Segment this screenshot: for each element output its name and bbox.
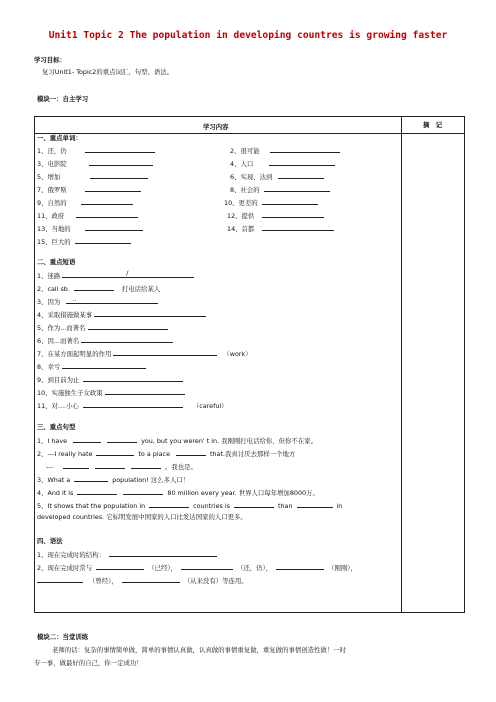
phrase-item: 7、在某方面起明显的作用 [37, 350, 112, 358]
phrase-hint: （careful） [192, 402, 228, 410]
answer-blank [96, 562, 144, 570]
section4-heading: 四、语法 [37, 537, 63, 545]
answer-blank [109, 549, 217, 557]
grammar-text: 2、现在完成时常与 [37, 564, 93, 572]
grammar-text: （从来没有）等连用。 [183, 577, 248, 585]
phrase-item: 6、因...而著名 [37, 337, 80, 345]
answer-blank [113, 348, 217, 356]
phrase-item: 1、迷路 [37, 272, 61, 280]
sentence-text: 4、And it is [37, 489, 74, 497]
document-title: Unit1 Topic 2 The population in developing countres is growing faster [48, 30, 448, 41]
answer-blank [234, 500, 274, 508]
module1-heading: 模块一：自主学习 [37, 95, 89, 103]
answer-blank [74, 283, 114, 291]
answer-blank [149, 500, 189, 508]
word-item: 10、更差的 [224, 199, 258, 207]
section1-heading: 一、重点单词： [37, 134, 82, 142]
word-item: 4、人口 [230, 160, 254, 168]
answer-blank [63, 461, 89, 469]
answer-blank [131, 461, 161, 469]
answer-blank [89, 158, 153, 166]
answer-blank [66, 296, 158, 304]
answer-blank [85, 223, 143, 231]
answer-blank [105, 387, 185, 395]
word-item: 11、政府 [37, 212, 65, 220]
phrase-item: 3、因为 [37, 298, 61, 306]
goal-text: 复习Unit1- Topic2的重点词汇、句型、语法。 [42, 68, 174, 76]
answer-blank [77, 487, 117, 495]
answer-blank [123, 487, 163, 495]
answer-blank [75, 236, 131, 244]
answer-blank [297, 500, 333, 508]
grammar-text: （还，仍）， [236, 564, 273, 572]
answer-blank [81, 197, 133, 205]
sentence-text: that.我真讨厌去那样一个地方 [210, 450, 296, 458]
table-divider [401, 116, 402, 613]
grammar-text: （曾经）， [89, 577, 118, 585]
answer-blank [276, 562, 324, 570]
answer-blank [96, 448, 134, 456]
phrase-item: 4、采取措施做某事 [37, 311, 93, 319]
sentence-text: countries is [193, 502, 230, 510]
sentence-text: to a place [138, 450, 170, 458]
answer-blank [83, 400, 183, 408]
goal-heading: 学习目标： [34, 56, 66, 64]
answer-blank [107, 435, 137, 443]
phrase-item: 9、到目前为止 [37, 376, 80, 384]
sentence-text: 80 million every year. 世界人口每年增加8000万。 [167, 489, 319, 497]
table-header-rule [35, 133, 464, 134]
answer-blank [37, 575, 83, 583]
sentence-text: developed countries. 它标明发展中国家的人口比发达国家的人口更多。 [37, 513, 247, 521]
sentence-text: --- [46, 463, 53, 471]
answer-blank [94, 309, 206, 317]
answer-blank [176, 448, 206, 456]
phrase-item: 10、实施独生子女政策 [37, 389, 103, 397]
sentence-text: 。我也是。 [164, 463, 197, 471]
phrase-item: 8、幸亏 [37, 363, 61, 371]
answer-blank [73, 435, 101, 443]
word-item: 13、当地的 [37, 225, 71, 233]
answer-blank [76, 210, 138, 218]
answer-blank [62, 270, 194, 278]
phrase-item: 11、对....小心 [37, 402, 79, 410]
answer-blank [85, 184, 141, 192]
sentence-text: 3、What a [37, 476, 71, 484]
answer-blank [83, 374, 183, 382]
answer-blank [278, 171, 324, 179]
answer-blank [264, 184, 330, 192]
answer-blank [81, 335, 173, 343]
phrase-item: 2、call sb. [37, 285, 70, 293]
sentence-text: 2、---I really hate [37, 450, 93, 458]
sentence-text: in [336, 502, 343, 510]
word-item: 2、很可能 [230, 147, 260, 155]
answer-blank [88, 322, 168, 330]
word-item: 15、巨大的 [37, 238, 71, 246]
module2-text-cont: 专一事，做最好的自己，你一定成功！ [34, 659, 143, 667]
answer-blank [181, 562, 233, 570]
sentence-text: population! 这么多人口！ [112, 476, 190, 484]
word-item: 8、社会的 [230, 186, 260, 194]
grammar-text: （刚刚）， [328, 564, 357, 572]
sentence-text: than [278, 502, 293, 510]
word-item: 12、提供 [227, 212, 255, 220]
module2-heading: 模块二：当堂训练 [37, 633, 89, 641]
slash-mark: / [126, 269, 129, 277]
answer-blank [269, 158, 335, 166]
sentence-text: you, but you weren' t in. 我刚刚打电话给你，但你不在家。 [141, 437, 317, 445]
grammar-text: 1、现在完成时的结构： [37, 551, 105, 559]
answer-blank [262, 197, 318, 205]
sentence-text: 1、I have [37, 437, 68, 445]
word-item: 3、电影院 [37, 160, 67, 168]
section2-heading: 二、重点短语 [37, 258, 76, 266]
word-item: 5、增加 [37, 173, 61, 181]
word-item: 6、实现、达到 [230, 173, 273, 181]
answer-blank [95, 461, 125, 469]
section3-heading: 三、重点句型 [37, 423, 76, 431]
dots-mark: .. [72, 295, 77, 303]
word-item: 14、首都 [227, 225, 255, 233]
table-header: 学习内容 [203, 123, 229, 131]
module2-text: 老师的话：复杂的事情简单做，简单的事情认真做，认真做的事情重复做，重复做的事情创造性做！一时 [52, 646, 346, 654]
word-item: 9、自然的 [37, 199, 67, 207]
word-item: 1、还，仍 [37, 147, 67, 155]
sentence-text: 5、It shows that the population in [37, 502, 146, 510]
word-item: 7、俄罗斯 [37, 186, 67, 194]
answer-blank [62, 361, 146, 369]
grammar-text: （已经）， [148, 564, 177, 572]
notes-header: 摘 记 [423, 121, 443, 129]
answer-blank [262, 210, 324, 218]
answer-blank [262, 223, 334, 231]
phrase-hint: （work） [223, 350, 252, 358]
answer-blank [122, 575, 180, 583]
answer-blank [74, 474, 108, 482]
answer-blank [270, 145, 340, 153]
answer-blank [90, 171, 148, 179]
phrase-item: 5、作为...而著名 [37, 324, 86, 332]
phrase-meaning: 打电话给某人 [121, 285, 161, 293]
answer-blank [85, 145, 155, 153]
